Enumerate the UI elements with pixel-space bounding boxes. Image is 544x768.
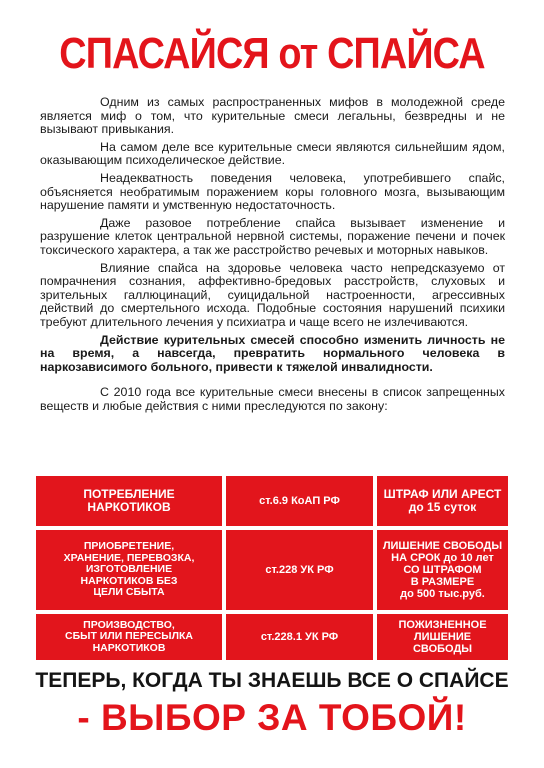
- table-cell-penalty: ЛИШЕНИЕ СВОБОДЫ НА СРОК до 10 лет СО ШТРАФОМ В РАЗМЕРЕ до 500 тыс.руб.: [377, 530, 508, 610]
- paragraph-myth: Одним из самых распространенных мифов в молодежной среде является миф о том, что курительные смеси легальны, безвредны и не вызывают привыкания.: [40, 95, 505, 137]
- poster-title: СПАСАЙСЯ от СПАЙСА: [59, 29, 485, 78]
- paragraph-warning: Действие курительных смесей способно изменить личность не на время, а навсегда, превратить нормального человека в наркозависимого больного, привести к тяжелой инвалидности.: [40, 332, 505, 374]
- table-cell-penalty: ШТРАФ ИЛИ АРЕСТ до 15 суток: [377, 476, 508, 526]
- table-cell-article: ст.228 УК РФ: [226, 530, 373, 610]
- table-cell-offense: ПОТРЕБЛЕНИЕ НАРКОТИКОВ: [36, 476, 222, 526]
- body-text: [40, 96, 505, 417]
- paragraph-single-use: Даже разовое потребление спайса вызывает изменение и разрушение клеток центральной нервной системы, поражение печени и почек токсического характера, а так же расстройство речевых и моторных навыков.: [40, 215, 505, 257]
- paragraph-law: С 2010 года все курительные смеси внесены в список запрещенных веществ и любые действия с ними преследуются по закону:: [40, 385, 505, 413]
- table-cell-offense: ПРОИЗВОДСТВО, СБЫТ ИЛИ ПЕРЕСЫЛКА НАРКОТИКОВ: [36, 614, 222, 660]
- footer-line-2: - ВЫБОР ЗА ТОБОЙ!: [77, 697, 467, 738]
- footer-line-1: ТЕПЕРЬ, КОГДА ТЫ ЗНАЕШЬ ВСЕ О СПАЙСЕ: [35, 669, 509, 692]
- penalty-table: [36, 476, 508, 660]
- table-cell-offense: ПРИОБРЕТЕНИЕ, ХРАНЕНИЕ, ПЕРЕВОЗКА, ИЗГОТОВЛЕНИЕ НАРКОТИКОВ БЕЗ ЦЕЛИ СБЫТА: [36, 530, 222, 610]
- table-cell-article: ст.228.1 УК РФ: [226, 614, 373, 660]
- table-cell-article: ст.6.9 КоАП РФ: [226, 476, 373, 526]
- paragraph-behavior: Неадекватность поведения человека, употребившего спайс, объясняется необратимым поражением коры головного мозга, вызывающим нарушение памяти и умственную недостаточность.: [40, 170, 505, 213]
- paragraph-health-impact: Влияние спайса на здоровье человека часто непредсказуемо от помрачнения сознания, аффективно-бредовых расстройств, слуховых и зрительных галлюцинаций, суицидальной настроенности, агрессивных действий до смертельного исхода. Подобные состояния нарушений психики требуют длительного лечения у психиатра и чаще всего не излечиваются.: [40, 260, 505, 329]
- paragraph-poison: На самом деле все курительные смеси являются сильнейшим ядом, оказывающим психоделическое действие.: [40, 139, 505, 168]
- table-cell-penalty: ПОЖИЗНЕННОЕ ЛИШЕНИЕ СВОБОДЫ: [377, 614, 508, 660]
